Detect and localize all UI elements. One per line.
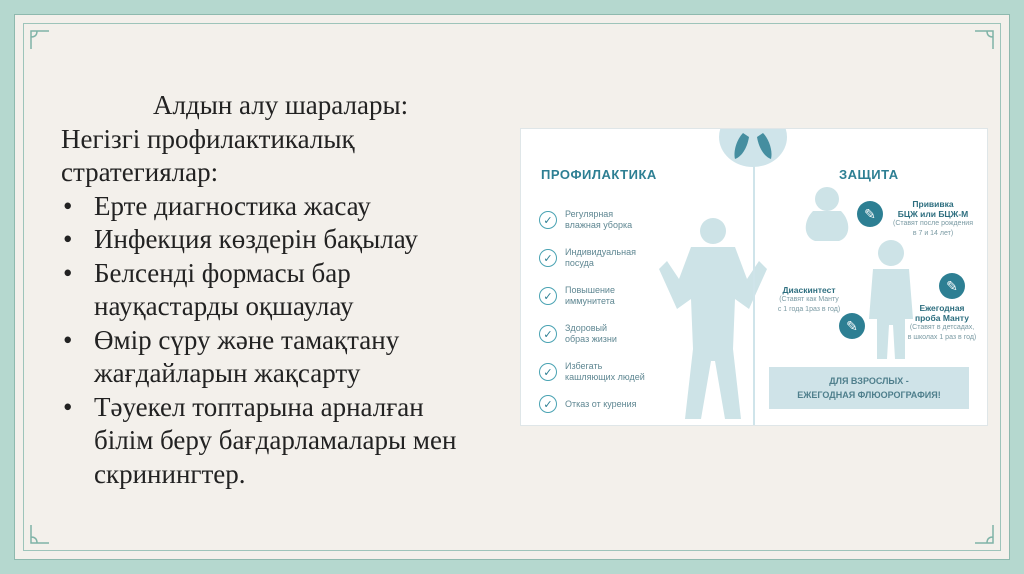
syringe-icon: ✎ bbox=[857, 201, 883, 227]
checkmark-icon: ✓ bbox=[539, 211, 557, 229]
checkmark-icon: ✓ bbox=[539, 325, 557, 343]
syringe-icon: ✎ bbox=[839, 313, 865, 339]
tb-prevention-infographic bbox=[520, 128, 988, 426]
list-item: ✓ Регулярная влажная уборка bbox=[539, 209, 665, 231]
strategy-list bbox=[61, 190, 521, 492]
vaccination-label: Прививка БЦЖ или БЦЖ-М (Ставят после рождения в 7 и 14 лет) bbox=[892, 199, 974, 237]
checkmark-icon: ✓ bbox=[539, 363, 557, 381]
divider bbox=[753, 129, 755, 425]
slide bbox=[14, 14, 1010, 560]
left-title: ПРОФИЛАКТИКА bbox=[541, 167, 657, 182]
list-item: • Белсенді формасы бар науқастарды оқшаулау bbox=[61, 257, 521, 324]
list-item: • Тәуекел топтарына арналған білім беру бағдарламалары мен скринингтер. bbox=[61, 391, 521, 492]
list-item: ✓ Индивидуальная посуда bbox=[539, 247, 665, 269]
checkmark-icon: ✓ bbox=[539, 249, 557, 267]
slide-subheading-cont: стратегиялар: bbox=[61, 157, 219, 187]
slide-subheading: Негізгі профилактикалық bbox=[61, 123, 355, 154]
corner-ornament-icon bbox=[29, 523, 51, 545]
diaskintest-label: Диаскинтест (Ставят как Манту с 1 года 1раз в год) bbox=[777, 285, 841, 313]
list-item: ✓ Избегать кашляющих людей bbox=[539, 361, 665, 383]
mantoux-label: Ежегодная проба Манту (Ставят в детсадах, в школах 1 раз в год) bbox=[907, 303, 977, 341]
checkmark-icon: ✓ bbox=[539, 287, 557, 305]
adult-fluorography-banner: ДЛЯ ВЗРОСЛЫХ - ЕЖЕГОДНАЯ ФЛЮОРОГРАФИЯ! bbox=[769, 367, 969, 409]
list-item: ✓ Здоровый образ жизни bbox=[539, 323, 665, 345]
list-item: ✓ Повышение иммунитета bbox=[539, 285, 665, 307]
slide-heading: Алдын алу шаралары: bbox=[153, 90, 409, 120]
list-item: ✓ Отказ от курения bbox=[539, 395, 665, 413]
list-item: • Ерте диагностика жасау bbox=[61, 190, 521, 224]
list-item: • Өмір сүру және тамақтану жағдайларын жақсарту bbox=[61, 324, 521, 391]
corner-ornament-icon bbox=[973, 523, 995, 545]
right-title: ЗАЩИТА bbox=[839, 167, 899, 182]
corner-ornament-icon bbox=[973, 29, 995, 51]
syringe-icon: ✎ bbox=[939, 273, 965, 299]
corner-ornament-icon bbox=[29, 29, 51, 51]
slide-text bbox=[61, 89, 521, 491]
checkmark-icon: ✓ bbox=[539, 395, 557, 413]
list-item: • Инфекция көздерін бақылау bbox=[61, 223, 521, 257]
